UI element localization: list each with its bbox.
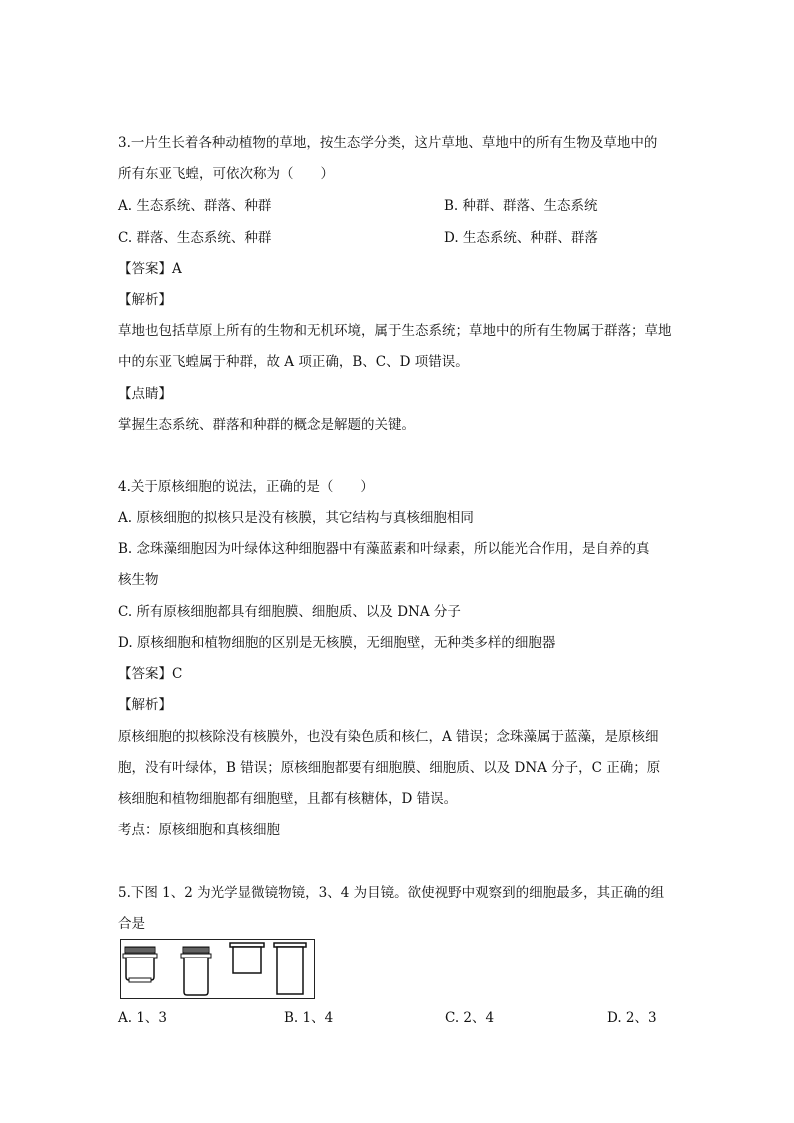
q3-stem-line-1: 3.一片生长着各种动植物的草地，按生态学分类，这片草地、草地中的所有生物及草地中的 (118, 135, 658, 151)
q3-option-c: C. 群落、生态系统、种群 (118, 230, 272, 246)
q4-option-d: D. 原核细胞和植物细胞的区别是无核膜，无细胞壁，无种类多样的细胞器 (118, 635, 556, 651)
q5-option-c: C. 2、4 (445, 1010, 495, 1026)
objective-lens-1-icon (123, 947, 157, 982)
eyepiece-lens-3-icon (230, 943, 264, 973)
q4-analysis-line-1: 原核细胞的拟核除没有核膜外，也没有染色质和核仁，A 错误；念珠藻属于蓝藻，是原核细 (118, 729, 659, 745)
q3-analysis-title: 【解析】 (118, 292, 172, 308)
q4-option-b-line-1: B. 念珠藻细胞因为叶绿体这种细胞器中有藻蓝素和叶绿素，所以能光合作用，是自养的真 (118, 541, 650, 557)
eyepiece-lens-4-icon (274, 943, 306, 994)
microscope-lens-drawing (121, 940, 314, 998)
q4-stem: 4.关于原核细胞的说法，正确的是（ ） (118, 479, 374, 495)
objective-lens-2-icon (181, 947, 211, 995)
q3-option-d: D. 生态系统、种群、群落 (444, 230, 598, 246)
q3-option-b: B. 种群、群落、生态系统 (444, 198, 598, 214)
q4-analysis-title: 【解析】 (118, 697, 172, 713)
q4-kaodian: 考点：原核细胞和真核细胞 (118, 822, 280, 838)
q4-analysis-line-2: 胞，没有叶绿体，B 错误；原核细胞都要有细胞膜、细胞质、以及 DNA 分子，C 正确；原 (118, 760, 661, 776)
microscope-lens-figure (120, 939, 315, 999)
q4-answer: 【答案】C (118, 666, 183, 682)
q4-option-b-line-2: 核生物 (118, 572, 159, 588)
q3-analysis-line-1: 草地也包括草原上所有的生物和无机环境，属于生态系统；草地中的所有生物属于群落；草地 (118, 323, 672, 339)
q4-option-a: A. 原核细胞的拟核只是没有核膜，其它结构与真核细胞相同 (118, 510, 474, 526)
q5-option-d: D. 2、3 (607, 1010, 657, 1026)
q5-option-a: A. 1、3 (118, 1010, 168, 1026)
q3-answer: 【答案】A (118, 261, 182, 277)
q5-stem-line-2: 合是 (118, 916, 145, 932)
q5-option-b: B. 1、4 (284, 1010, 334, 1026)
q4-option-c: C. 所有原核细胞都具有细胞膜、细胞质、以及 DNA 分子 (118, 604, 461, 620)
q3-analysis-line-2: 中的东亚飞蝗属于种群，故 A 项正确，B、C、D 项错误。 (118, 354, 469, 370)
q3-tip-title: 【点睛】 (118, 386, 172, 402)
q3-stem-line-2: 所有东亚飞蝗，可依次称为（ ） (118, 166, 334, 182)
q5-stem-line-1: 5.下图 1、2 为光学显微镜物镜，3、4 为目镜。欲使视野中观察到的细胞最多，其正确的组 (118, 885, 665, 901)
q4-analysis-line-3: 核细胞和植物细胞都有细胞壁，且都有核糖体，D 错误。 (118, 791, 458, 807)
q3-option-a: A. 生态系统、群落、种群 (118, 198, 272, 214)
q3-tip: 掌握生态系统、群落和种群的概念是解题的关键。 (118, 417, 415, 433)
